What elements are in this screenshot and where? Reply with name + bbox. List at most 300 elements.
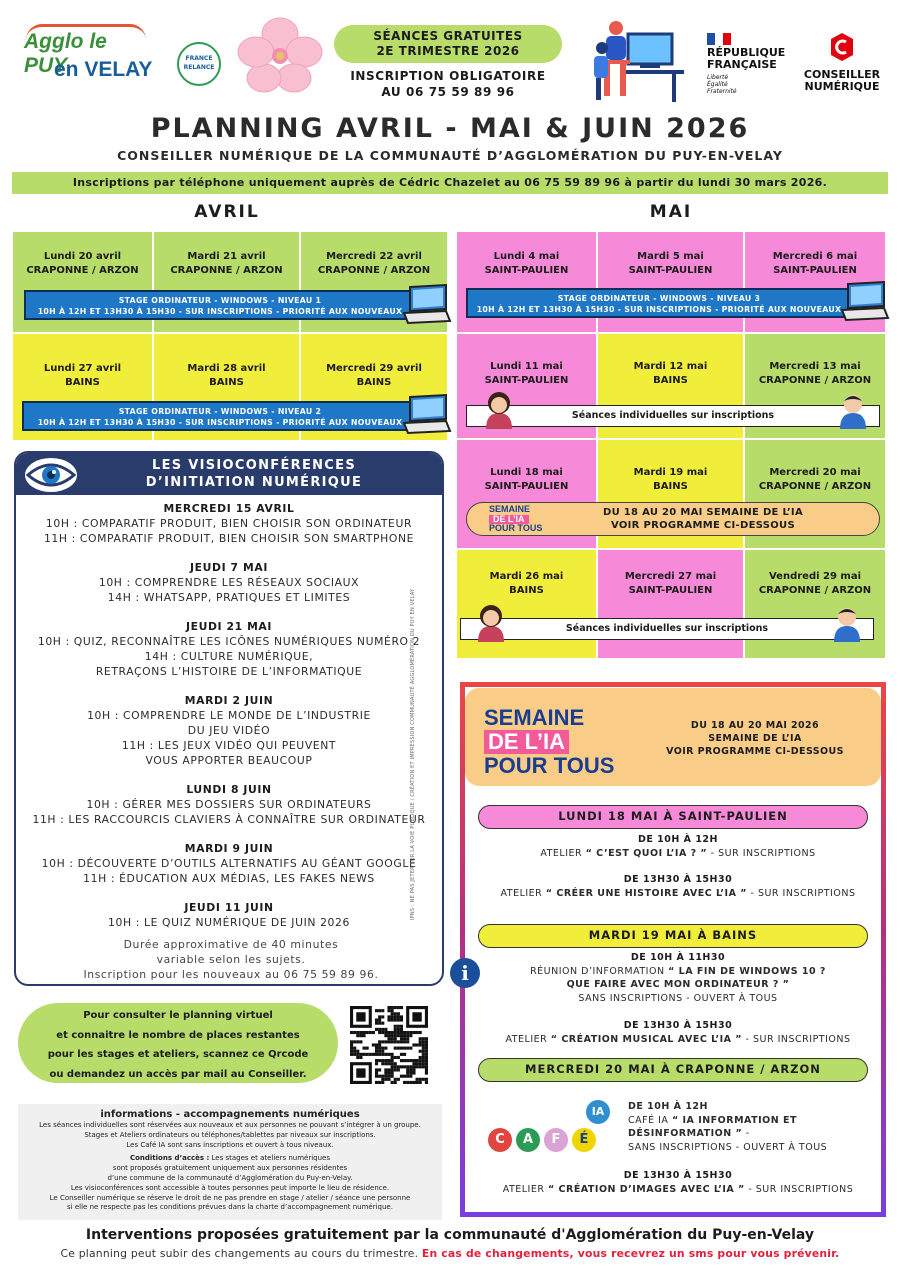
activity-suffix: - SUR INSCRIPTIONS (742, 1033, 851, 1045)
semaine-logo-2: DE L’IA (484, 730, 569, 754)
qr-module (384, 1078, 387, 1081)
month-avril: AVRIL (194, 202, 260, 222)
day-pill-mercredi: MERCREDI 20 MAI À CRAPONNE / ARZON (478, 1058, 868, 1082)
qr-module (375, 1062, 378, 1065)
activity-prefix: ATELIER (540, 847, 586, 859)
place-label: CRAPONNE / ARZON (26, 265, 139, 276)
qr-module (419, 1065, 422, 1068)
qr-module (356, 1053, 359, 1056)
activity-prefix: ATELIER (505, 1033, 551, 1045)
activity-title: “ CRÉATION D’IMAGES AVEC L’IA ” (547, 1183, 745, 1195)
qr-module (391, 1012, 394, 1015)
qr-text-4: ou demandez un accès par mail au Conseiller. (49, 1068, 307, 1080)
activity-title: “ C’EST QUOI L’IA ? ” (585, 847, 708, 859)
laptop-icon (402, 393, 452, 435)
qr-module (419, 1043, 422, 1046)
qr-module (409, 1059, 412, 1062)
qr-module (359, 1034, 362, 1037)
republique-francaise-logo (707, 33, 787, 95)
place-label: BAINS (356, 377, 392, 388)
qr-module (362, 1031, 365, 1034)
qr-module (409, 1081, 412, 1084)
qr-module (400, 1037, 403, 1040)
cn-line1: CONSEILLER (803, 68, 881, 81)
stage-title: STAGE ORDINATEUR - WINDOWS - NIVEAU 1 (118, 296, 322, 305)
qr-module (381, 1078, 384, 1081)
place-label: SAINT-PAULIEN (484, 375, 569, 386)
qr-module (425, 1059, 428, 1062)
qr-module (378, 1068, 381, 1071)
qr-module (366, 1053, 369, 1056)
qr-module (359, 1056, 362, 1059)
qr-module (350, 1040, 353, 1043)
qr-module (381, 1040, 384, 1043)
people-computer-illustration (588, 16, 688, 104)
qr-module (366, 1031, 369, 1034)
day-label: Mercredi 13 mai (769, 361, 861, 372)
activity-title: “ CRÉER UNE HISTOIRE AVEC L’IA ” (545, 887, 747, 899)
qr-module (362, 1047, 365, 1050)
qr-module (406, 1040, 409, 1043)
activity-prefix: ATELIER (502, 1183, 548, 1195)
qr-module (384, 1047, 387, 1050)
visio-topic: RETRAÇONS L’HISTOIRE DE L’INFORMATIQUE (95, 665, 363, 678)
qr-module (397, 1065, 400, 1068)
qr-module (412, 1072, 415, 1075)
semaine-small-1: SEMAINE (489, 504, 531, 514)
agglo-logo-line2: en VELAY (54, 58, 153, 81)
place-label: CRAPONNE / ARZON (170, 265, 283, 276)
qr-module (422, 1047, 425, 1050)
qr-module (394, 1015, 397, 1018)
qr-module (403, 1053, 406, 1056)
qr-module (378, 1075, 381, 1078)
qr-module (366, 1047, 369, 1050)
visio-box (14, 451, 444, 986)
qr-module (353, 1050, 356, 1053)
place-label: SAINT-PAULIEN (628, 585, 713, 596)
day-label: Lundi 27 avril (43, 363, 122, 374)
cafe-ia-logo (486, 1100, 616, 1160)
qr-module (400, 1006, 403, 1009)
qr-module (381, 1022, 384, 1025)
visio-registration: Inscription pour les nouveaux au 06 75 59 89 96. (83, 968, 379, 981)
qr-module (422, 1056, 425, 1059)
qr-module (400, 1075, 403, 1078)
visio-topic: 11H : LES RACCOURCIS CLAVIERS À CONNAÎTRE SUR ORDINATEUR (32, 813, 426, 826)
qr-module (384, 1075, 387, 1078)
mandatory-registration-text: INSCRIPTION OBLIGATOIRE (350, 69, 546, 83)
qr-module (397, 1078, 400, 1081)
qr-module (397, 1018, 400, 1021)
qr-module (400, 1018, 403, 1021)
activity-time: DE 10H À 12H (628, 1101, 708, 1112)
qr-module (406, 1047, 409, 1050)
qr-module (422, 1053, 425, 1056)
stage-details: 10H À 12H ET 13H30 À 15H30 - SUR INSCRIPTIONS - PRIORITÉ AUX NOUVEAUX (476, 305, 842, 314)
info-line: Les stages et ateliers numériques (211, 1154, 331, 1163)
qr-module (403, 1040, 406, 1043)
semaine-pill-line2: VOIR PROGRAMME CI-DESSOUS (611, 520, 795, 531)
activity-suffix: - (742, 1128, 750, 1139)
free-sessions-badge (334, 25, 562, 63)
qr-module (412, 1062, 415, 1065)
qr-module (425, 1068, 428, 1071)
qr-module (387, 1037, 390, 1040)
qr-module (422, 1040, 425, 1043)
cafe-letter: F (544, 1128, 568, 1152)
qr-module (406, 1037, 409, 1040)
qr-module (419, 1062, 422, 1065)
qr-module (425, 1081, 428, 1084)
qr-module (400, 1015, 403, 1018)
visio-topic: 11H : COMPARATIF PRODUIT, BIEN CHOISIR SON SMARTPHONE (43, 532, 415, 545)
ipns-vertical-text (410, 540, 422, 920)
qr-module (409, 1075, 412, 1078)
conseiller-numerique-logo (797, 32, 887, 93)
qr-module (381, 1062, 384, 1065)
qr-module (400, 1059, 403, 1062)
qr-module (403, 1075, 406, 1078)
place-label: BAINS (653, 375, 688, 386)
qr-module (375, 1050, 378, 1053)
qr-module (397, 1006, 400, 1009)
qr-module (375, 1072, 378, 1075)
qr-module (391, 1081, 394, 1084)
qr-module (422, 1050, 425, 1053)
qr-module (381, 1050, 384, 1053)
agglo-logo-line1: Agglo le PUY (24, 30, 107, 77)
semaine-ia-top1: DU 18 AU 20 MAI 2026 (690, 720, 820, 731)
qr-module (387, 1040, 390, 1043)
qr-module (403, 1047, 406, 1050)
qr-module (397, 1012, 400, 1015)
visio-date: JEUDI 7 MAI (190, 561, 268, 574)
qr-module (384, 1034, 387, 1037)
qr-module (403, 1037, 406, 1040)
visio-duration: Durée approximative de 40 minutes (123, 938, 339, 951)
laptop-icon (840, 280, 890, 322)
qr-module (387, 1059, 390, 1062)
individual-sessions-banner: Séances individuelles sur inscriptions (466, 405, 880, 427)
qr-module (403, 1059, 406, 1062)
qr-module (359, 1031, 362, 1034)
info-icon: i (450, 958, 480, 988)
activity-prefix: ATELIER (500, 887, 546, 899)
qr-module (381, 1009, 384, 1012)
qr-module (394, 1028, 397, 1031)
qr-module (384, 1031, 387, 1034)
qr-module (422, 1059, 425, 1062)
qr-module (356, 1040, 359, 1043)
qr-module (400, 1031, 403, 1034)
qr-module (400, 1025, 403, 1028)
qr-module (412, 1031, 415, 1034)
rf-motto-3: Fraternité (707, 88, 737, 95)
qr-module (375, 1047, 378, 1050)
qr-module (412, 1012, 421, 1021)
semaine-small-2: DE L’IA (489, 515, 529, 525)
mandatory-registration-phone: AU 06 75 59 89 96 (381, 85, 515, 99)
france-relance-logo: FRANCE RELANCE (177, 42, 221, 86)
day-label: Lundi 20 avril (43, 251, 122, 262)
qr-module (359, 1053, 362, 1056)
conditions-label: Conditions d’accès : (129, 1154, 210, 1163)
activity-suffix: - SUR INSCRIPTIONS (746, 887, 856, 899)
page-subtitle: CONSEILLER NUMÉRIQUE DE LA COMMUNAUTÉ D’AGGLOMÉRATION DU PUY-EN-VELAY (117, 148, 783, 163)
individual-sessions-banner: Séances individuelles sur inscriptions (460, 618, 874, 640)
qr-module (394, 1012, 397, 1015)
visio-duration-2: variable selon les sujets. (156, 953, 306, 966)
visio-topic: VOUS APPORTER BEAUCOUP (145, 754, 313, 767)
qr-module (375, 1075, 378, 1078)
qr-module (400, 1028, 403, 1031)
qr-module (375, 1009, 378, 1012)
qr-module (384, 1040, 387, 1043)
activity-block (478, 1169, 878, 1196)
qr-module (394, 1081, 397, 1084)
visio-date: MARDI 9 JUIN (184, 842, 274, 855)
activity-block (478, 1019, 878, 1046)
info-line: Stages et Ateliers ordinateurs ou téléphones/tablettes par niveaux sur inscriptions. (84, 1130, 376, 1139)
info-line: d’une commune de la communauté d’Agglomération du Puy-en-Velay. (107, 1173, 353, 1182)
mandatory-registration (334, 68, 562, 100)
activity-title: “ LA FIN DE WINDOWS 10 ? (668, 965, 826, 977)
place-label: CRAPONNE / ARZON (758, 481, 872, 492)
qr-module (394, 1034, 397, 1037)
qr-module (378, 1081, 381, 1084)
qr-module (412, 1065, 415, 1068)
qr-module (381, 1053, 384, 1056)
qr-module (419, 1081, 422, 1084)
semaine-ia-small-logo (489, 505, 542, 534)
qr-module (369, 1053, 372, 1056)
activity-block (628, 1100, 868, 1154)
conseiller-numerique-icon (830, 32, 854, 62)
qr-module (387, 1034, 390, 1037)
qr-text-2: et connaitre le nombre de places restantes (56, 1029, 300, 1041)
activity-time: DE 10H À 12H (638, 834, 718, 845)
qr-module (425, 1078, 428, 1081)
qr-module (375, 1068, 378, 1071)
qr-module (394, 1065, 397, 1068)
qr-module (394, 1062, 397, 1065)
qr-module (406, 1075, 409, 1078)
qr-module (412, 1059, 415, 1062)
trimester-text: 2E TRIMESTRE 2026 (376, 44, 520, 58)
qr-module (391, 1031, 394, 1034)
activity-block (478, 951, 878, 1005)
place-label: SAINT-PAULIEN (484, 481, 569, 492)
place-label: SAINT-PAULIEN (773, 265, 857, 276)
qr-module (403, 1031, 406, 1034)
qr-module (406, 1068, 409, 1071)
qr-module (409, 1072, 412, 1075)
semaine-ia-logo (484, 706, 614, 778)
qr-module (350, 1043, 353, 1046)
qr-module (375, 1043, 378, 1046)
qr-module (425, 1056, 428, 1059)
place-label: BAINS (509, 585, 544, 596)
qr-module (422, 1078, 425, 1081)
qr-module (419, 1078, 422, 1081)
qr-module (375, 1018, 378, 1021)
activity-suffix: - SUR INSCRIPTIONS (707, 847, 816, 859)
qr-code-icon[interactable] (350, 1006, 428, 1084)
qr-module (387, 1031, 390, 1034)
day-label: Mardi 26 mai (489, 571, 564, 582)
qr-module (397, 1040, 400, 1043)
activity-block (478, 833, 878, 860)
qr-module (350, 1053, 353, 1056)
info-line: sont proposés gratuitement uniquement aux personnes résidentes (112, 1164, 348, 1173)
qr-module (378, 1009, 381, 1012)
activity-prefix: RÉUNION D’INFORMATION (530, 965, 669, 977)
stage-title: STAGE ORDINATEUR - WINDOWS - NIVEAU 3 (557, 294, 761, 303)
qr-module (356, 1031, 359, 1034)
qr-module (375, 1022, 378, 1025)
activity-title-2: DÉSINFORMATION ” (628, 1128, 743, 1139)
cafe-letter: É (572, 1128, 596, 1152)
qr-module (422, 1065, 425, 1068)
qr-module (416, 1081, 419, 1084)
flower-icon (236, 16, 324, 94)
qr-module (391, 1009, 394, 1012)
qr-module (387, 1068, 390, 1071)
place-label: BAINS (209, 377, 244, 388)
qr-module (397, 1068, 400, 1071)
qr-module (378, 1028, 381, 1031)
agglo-logo (24, 22, 154, 90)
qr-module (394, 1031, 397, 1034)
qr-module (394, 1025, 397, 1028)
qr-module (356, 1068, 365, 1077)
activity-suffix: - SUR INSCRIPTIONS (744, 1183, 854, 1195)
place-label: CRAPONNE / ARZON (758, 375, 872, 386)
visio-topic: 10H : COMPRENDRE LE MONDE DE L’INDUSTRIE (87, 709, 371, 722)
semaine-ia-dates (655, 719, 855, 758)
qr-module (397, 1028, 400, 1031)
qr-module (400, 1034, 403, 1037)
footer-notice-text: Ce planning peut subir des changements au cours du trimestre. (60, 1247, 422, 1260)
qr-module (416, 1078, 419, 1081)
qr-module (412, 1081, 415, 1084)
qr-module (397, 1056, 400, 1059)
qr-module (400, 1040, 403, 1043)
qr-module (400, 1065, 403, 1068)
free-sessions-text: SÉANCES GRATUITES (373, 29, 523, 43)
qr-module (391, 1040, 394, 1043)
qr-module (409, 1065, 412, 1068)
qr-module (394, 1006, 397, 1009)
qr-module (387, 1053, 390, 1056)
qr-module (425, 1053, 428, 1056)
qr-module (416, 1031, 419, 1034)
activity-title: “ IA INFORMATION ET (671, 1114, 797, 1126)
qr-module (409, 1068, 412, 1071)
day-pill-lundi: LUNDI 18 MAI À SAINT-PAULIEN (478, 805, 868, 829)
rf-line1: RÉPUBLIQUE (707, 46, 786, 59)
info-line: Les séances individuelles sont réservées aux nouveaux et aux personnes ne pouvant s’intégrer à un groupe. (39, 1121, 421, 1129)
qr-module (394, 1068, 397, 1071)
activity-prefix: CAFÉ IA (628, 1114, 672, 1126)
rf-motto-1: Liberté (707, 74, 729, 81)
visio-date: JEUDI 21 MAI (186, 620, 272, 633)
qr-module (353, 1040, 356, 1043)
visio-topic: 14H : WHATSAPP, PRATIQUES ET LIMITES (107, 591, 351, 604)
qr-module (353, 1053, 356, 1056)
qr-module (391, 1018, 394, 1021)
day-label: Mercredi 27 mai (624, 571, 717, 582)
qr-module (391, 1034, 394, 1037)
qr-module (381, 1015, 384, 1018)
qr-module (397, 1034, 400, 1037)
footer-notice-warning: En cas de changements, vous recevrez un sms pour vous prévenir. (421, 1247, 840, 1260)
visio-topic: 11H : ÉDUCATION AUX MÉDIAS, LES FAKES NEWS (83, 872, 375, 885)
qr-module (419, 1050, 422, 1053)
qr-module (425, 1047, 428, 1050)
qr-module (375, 1081, 378, 1084)
visio-topic: 10H : QUIZ, RECONNAÎTRE LES ICÔNES NUMÉRIQUES NUMÉRO 2 (37, 635, 421, 648)
qr-module (356, 1050, 359, 1053)
qr-module (409, 1047, 412, 1050)
qr-module (416, 1065, 419, 1068)
stage-banner (466, 288, 852, 318)
qr-module (384, 1068, 387, 1071)
activity-time: DE 13H30 À 15H30 (623, 1020, 733, 1031)
activity-title: “ CRÉATION MUSICAL AVEC L’IA ” (550, 1033, 743, 1045)
qr-module (387, 1018, 390, 1021)
semaine-small-3: POUR TOUS (489, 523, 543, 533)
woman-avatar-icon (474, 602, 508, 642)
activity-title-2: QUE FAIRE AVEC MON ORDINATEUR ? ” (566, 979, 790, 990)
place-label: SAINT-PAULIEN (484, 265, 569, 276)
qr-module (381, 1028, 384, 1031)
visio-topic: 14H : CULTURE NUMÉRIQUE, (144, 650, 314, 663)
qr-module (394, 1047, 397, 1050)
qr-module (394, 1040, 397, 1043)
qr-module (353, 1047, 356, 1050)
qr-module (416, 1043, 419, 1046)
semaine-logo-3: POUR TOUS (484, 753, 615, 778)
qr-module (406, 1031, 409, 1034)
day-cell (597, 549, 744, 659)
info-title: informations - accompagnements numériques (100, 1109, 360, 1120)
activity-block (478, 873, 878, 900)
qr-module (394, 1056, 397, 1059)
qr-module (394, 1018, 397, 1021)
qr-module (356, 1056, 359, 1059)
qr-module (359, 1040, 362, 1043)
qr-module (419, 1037, 422, 1040)
qr-module (391, 1037, 394, 1040)
rf-line2: FRANÇAISE (707, 58, 777, 71)
french-flag-icon (707, 33, 731, 45)
qr-module (384, 1072, 387, 1075)
qr-module (387, 1072, 390, 1075)
semaine-ia-top2: SEMAINE DE L’IA (708, 733, 802, 744)
qr-module (387, 1015, 390, 1018)
day-label: Mardi 12 mai (633, 361, 708, 372)
day-label: Mercredi 6 mai (772, 251, 858, 262)
ipns-text: IPNS : NE PAS JETER SUR LA VOIE PUBLIQUE / CRÉATION ET IMPRESSION COMMUNAUTÉ AGGLOMÉRATION DU PUY EN VELAY (410, 588, 416, 920)
laptop-icon (402, 283, 452, 325)
qr-module (425, 1072, 428, 1075)
day-label: Mercredi 29 avril (326, 363, 422, 374)
qr-module (409, 1034, 412, 1037)
qr-module (409, 1031, 412, 1034)
qr-module (394, 1078, 397, 1081)
